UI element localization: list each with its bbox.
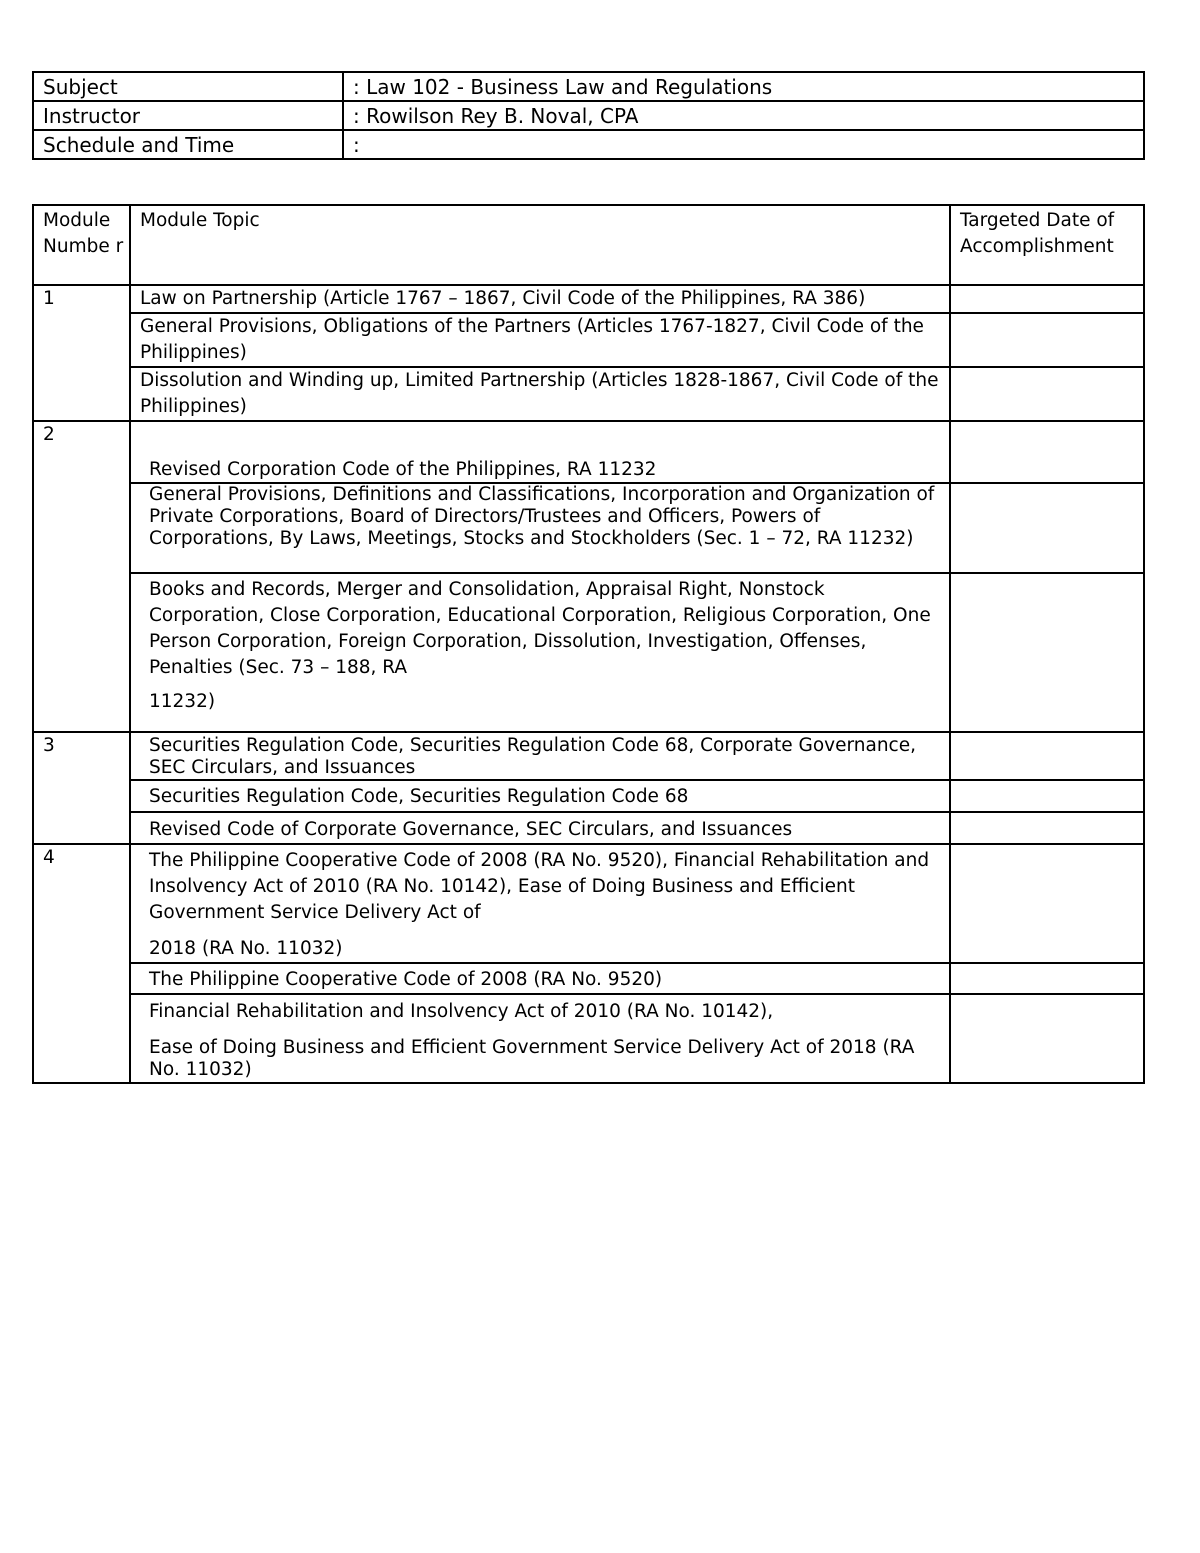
module-number: 4 <box>33 844 130 1083</box>
table-row <box>33 994 1144 1083</box>
table-row <box>33 963 1144 994</box>
module-topic: Securities Regulation Code, Securities Regulation Code 68, Corporate Governance, SEC Circulars, and Issuances <box>130 732 950 780</box>
subject-label: Subject <box>33 72 343 101</box>
instructor-row <box>33 101 1144 130</box>
instructor-label: Instructor <box>33 101 343 130</box>
target-date-cell <box>950 483 1144 573</box>
table-row <box>33 483 1144 573</box>
target-date-cell <box>950 732 1144 780</box>
module-topic: Books and Records, Merger and Consolidation, Appraisal Right, Nonstock Corporation, Close Corporation, Educational Corporation, Religious Corporation, One Person Corporation, Foreign Corporation, Dissolution, Investigation, Offenses, Penalties (Sec. 73 – 188, RA <box>149 579 931 678</box>
target-date-cell <box>950 780 1144 812</box>
course-info-table <box>32 71 1145 160</box>
instructor-value: : Rowilson Rey B. Noval, CPA <box>343 101 1144 130</box>
module-topic: General Provisions, Definitions and Classifications, Incorporation and Organization of Private Corporations, Board of Directors/Trustees and Officers, Powers of Corporations, By Laws, Meetings, Stocks and Stockholders (Sec. 1 – 72, RA 11232) <box>130 483 950 573</box>
module-topic: Revised Code of Corporate Governance, SEC Circulars, and Issuances <box>130 812 950 844</box>
module-topic: 11232) <box>149 691 216 712</box>
table-row <box>33 313 1144 367</box>
schedule-label: Schedule and Time <box>33 130 343 159</box>
module-number: 2 <box>33 421 130 732</box>
target-date-cell <box>950 963 1144 994</box>
module-number: 1 <box>33 285 130 421</box>
table-row <box>33 732 1144 780</box>
header-target-date: Targeted Date of Accomplishment <box>950 205 1144 285</box>
modules-table <box>32 204 1145 1084</box>
module-topic: Ease of Doing Business and Efficient Government Service Delivery Act of 2018 (RA No. 11032) <box>149 1037 915 1080</box>
target-date-cell <box>950 367 1144 421</box>
module-topic: Securities Regulation Code, Securities Regulation Code 68 <box>130 780 950 812</box>
header-row <box>33 205 1144 285</box>
module-topic-group <box>130 573 950 732</box>
header-module-number: Module Numbe r <box>33 205 130 285</box>
module-topic: Revised Corporation Code of the Philippines, RA 11232 <box>130 421 950 483</box>
module-topic: General Provisions, Obligations of the Partners (Articles 1767-1827, Civil Code of the Philippines) <box>130 313 950 367</box>
subject-value: : Law 102 - Business Law and Regulations <box>343 72 1144 101</box>
schedule-row <box>33 130 1144 159</box>
target-date-cell <box>950 812 1144 844</box>
module-topic: The Philippine Cooperative Code of 2008 (RA No. 9520) <box>130 963 950 994</box>
module-topic-group <box>130 844 950 963</box>
target-date-cell <box>950 285 1144 313</box>
module-topic: The Philippine Cooperative Code of 2008 (RA No. 9520), Financial Rehabilitation and Insolvency Act of 2010 (RA No. 10142), Ease of Doing Business and Efficient Government Service Delivery Act of <box>149 850 930 923</box>
target-date-cell <box>950 573 1144 732</box>
module-number: 3 <box>33 732 130 844</box>
header-module-topic: Module Topic <box>130 205 950 285</box>
schedule-value: : <box>343 130 1144 159</box>
table-row <box>33 780 1144 812</box>
module-topic: Dissolution and Winding up, Limited Partnership (Articles 1828-1867, Civil Code of the Philippines) <box>130 367 950 421</box>
module-topic: 2018 (RA No. 11032) <box>149 938 343 959</box>
table-row <box>33 367 1144 421</box>
module-topic: Law on Partnership (Article 1767 – 1867, Civil Code of the Philippines, RA 386) <box>130 285 950 313</box>
table-row <box>33 844 1144 963</box>
table-row <box>33 285 1144 313</box>
module-topic: Financial Rehabilitation and Insolvency Act of 2010 (RA No. 10142), <box>149 1001 774 1022</box>
target-date-cell <box>950 844 1144 963</box>
subject-row <box>33 72 1144 101</box>
target-date-cell <box>950 421 1144 483</box>
table-row <box>33 421 1144 483</box>
module-topic-group <box>130 994 950 1083</box>
table-row <box>33 812 1144 844</box>
table-row <box>33 573 1144 732</box>
target-date-cell <box>950 313 1144 367</box>
target-date-cell <box>950 994 1144 1083</box>
